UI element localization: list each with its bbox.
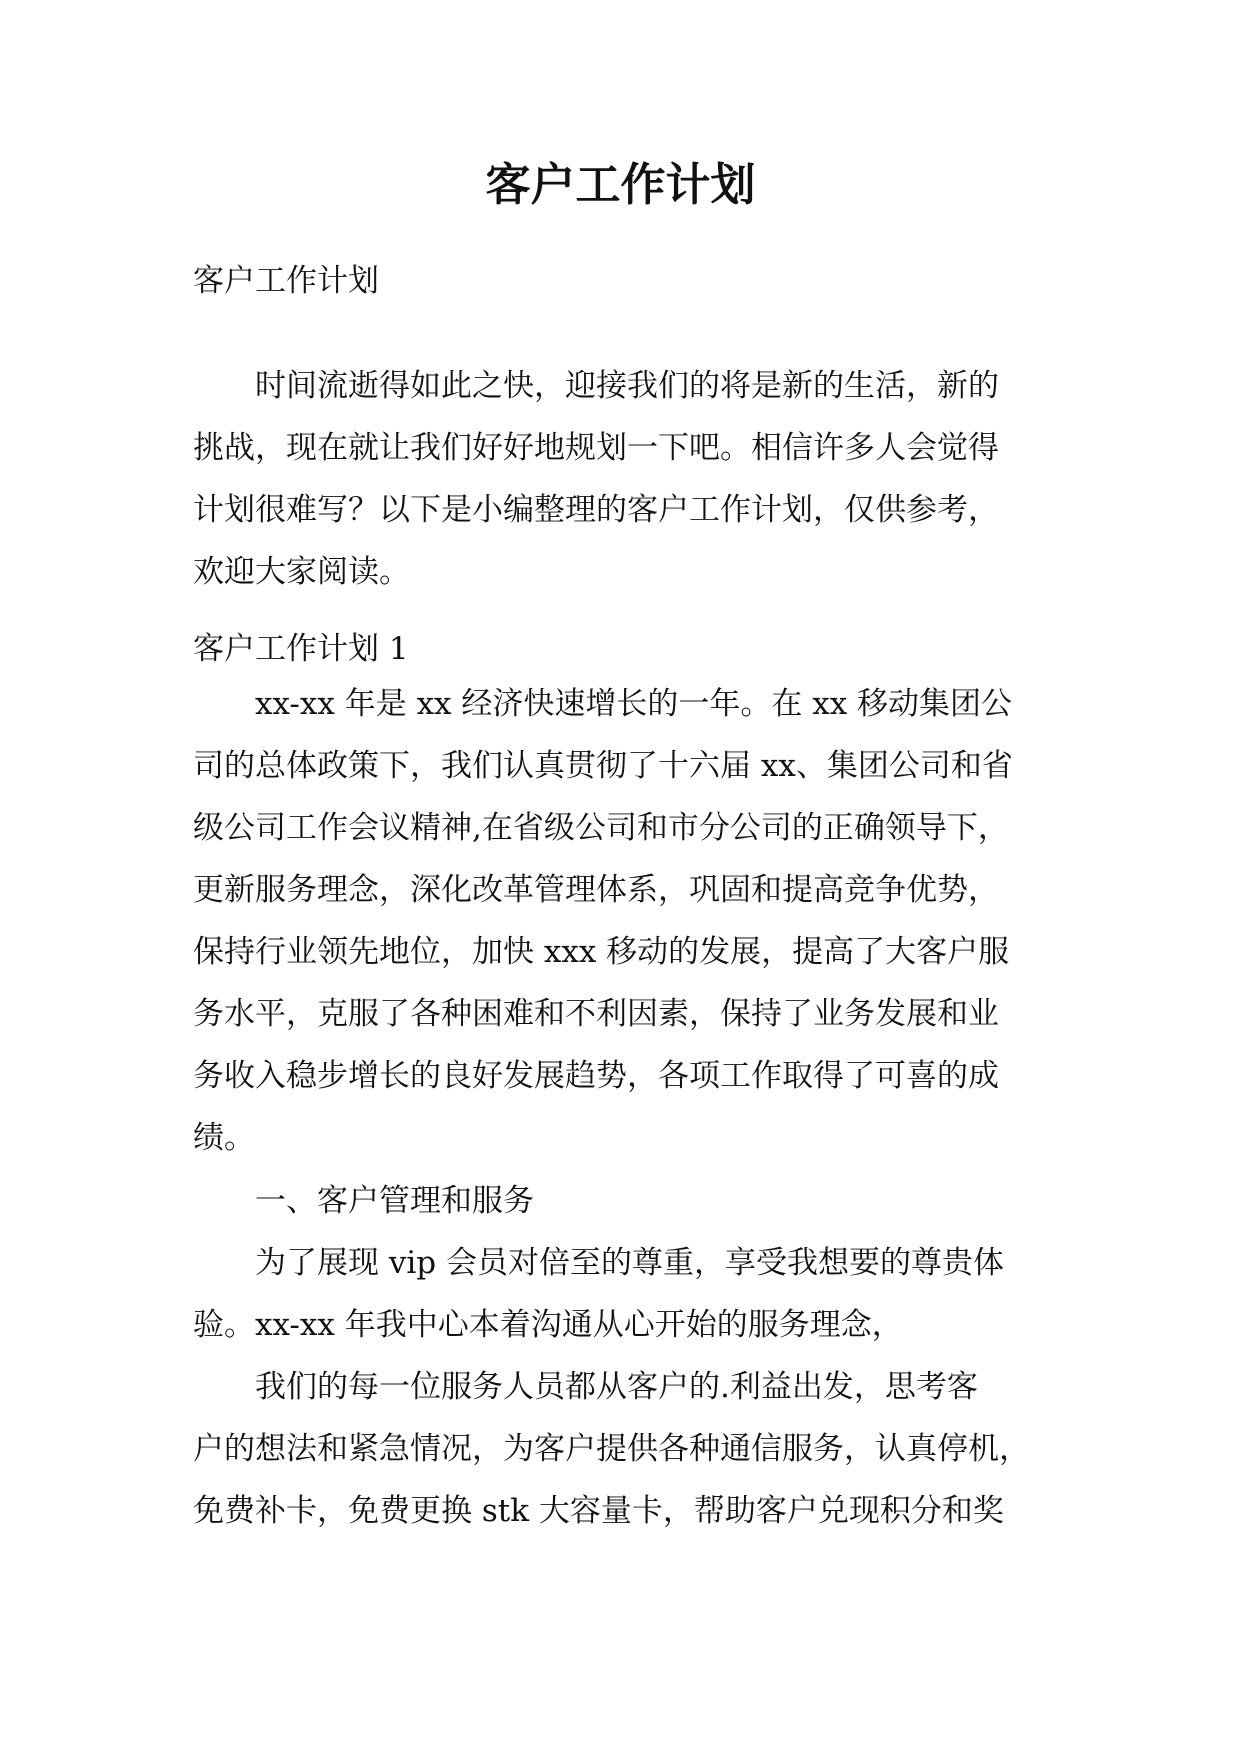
document-subtitle-block xyxy=(193,250,1053,312)
subheading-block xyxy=(193,1170,1053,1232)
intro-paragraph xyxy=(193,355,1053,603)
paragraph-line: 我们的每一位服务人员都从客户的.利益出发，思考客 xyxy=(255,1369,978,1405)
section-heading: 客户工作计划 1 xyxy=(193,631,409,667)
paragraph-line: 务水平，克服了各种困难和不利因素，保持了业务发展和业 xyxy=(193,996,999,1032)
paragraph-line: 更新服务理念，深化改革管理体系，巩固和提高竞争优势， xyxy=(193,872,999,908)
section-paragraph xyxy=(193,673,1053,1169)
section-block xyxy=(193,618,1053,680)
paragraph-line: 计划很难写？以下是小编整理的客户工作计划，仅供参考， xyxy=(193,492,999,528)
paragraph-line: 时间流逝得如此之快，迎接我们的将是新的生活，新的 xyxy=(255,368,999,404)
paragraph-line: 挑战，现在就让我们好好地规划一下吧。相信许多人会觉得 xyxy=(193,430,999,466)
paragraph-2 xyxy=(193,1232,1053,1356)
paragraph-line: 免费补卡，免费更换 stk 大容量卡，帮助客户兑现积分和奖 xyxy=(193,1493,1004,1529)
paragraph-line: 务收入稳步增长的良好发展趋势，各项工作取得了可喜的成 xyxy=(193,1058,999,1094)
paragraph-line: 绩。 xyxy=(193,1120,255,1156)
paragraph-line: 司的总体政策下，我们认真贯彻了十六届 xx、集团公司和省 xyxy=(193,748,1013,784)
paragraph-3 xyxy=(193,1356,1053,1542)
paragraph-line: 户的想法和紧急情况，为客户提供各种通信服务，认真停机， xyxy=(193,1431,1030,1467)
document-subtitle: 客户工作计划 xyxy=(193,263,379,299)
paragraph-line: xx-xx 年是 xx 经济快速增长的一年。在 xx 移动集团公 xyxy=(255,686,1013,722)
subheading: 一、客户管理和服务 xyxy=(255,1183,534,1219)
paragraph-line: 欢迎大家阅读。 xyxy=(193,554,410,590)
paragraph-line: 为了展现 vip 会员对倍至的尊重，享受我想要的尊贵体 xyxy=(255,1245,1004,1281)
paragraph-line: 保持行业领先地位，加快 xxx 移动的发展，提高了大客户服 xyxy=(193,934,1010,970)
paragraph-line: 验。xx-xx 年我中心本着沟通从心开始的服务理念， xyxy=(193,1307,903,1343)
document-title: 客户工作计划 xyxy=(485,158,756,211)
paragraph-line: 级公司工作会议精神,在省级公司和市分公司的正确领导下， xyxy=(193,810,1009,846)
